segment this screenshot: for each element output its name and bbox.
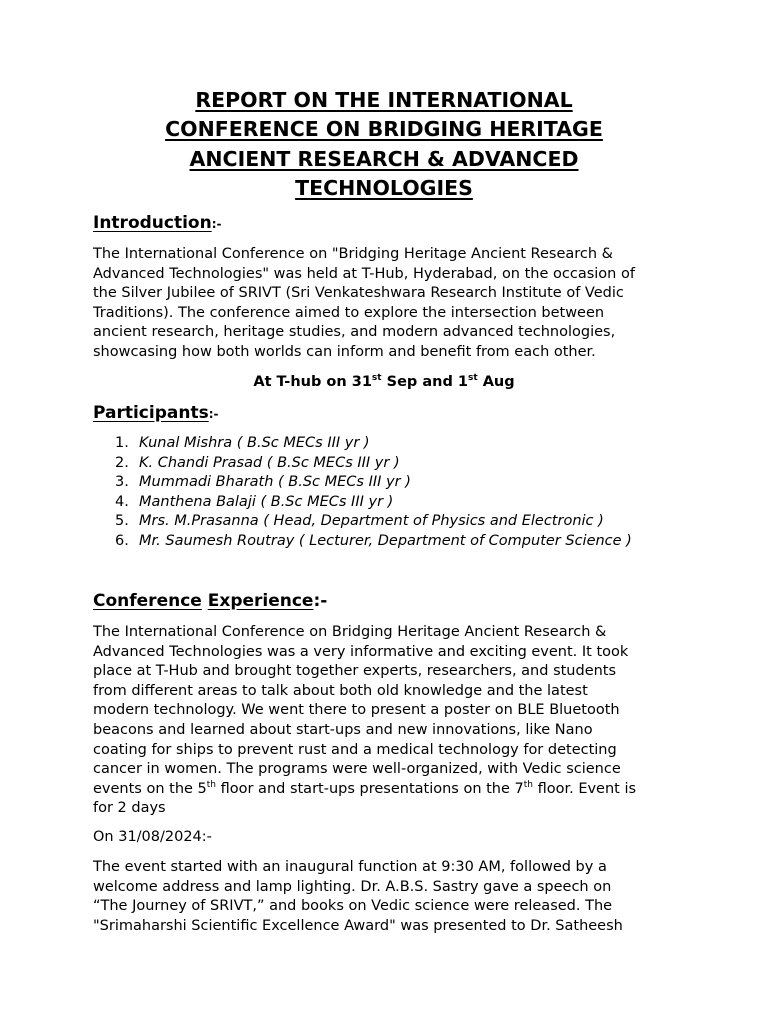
list-number: 4. (115, 493, 129, 510)
date-text: Sep and 1 (381, 374, 468, 390)
title-line: ANCIENT RESEARCH & ADVANCED (189, 146, 579, 171)
floor-ordinal: th (206, 779, 216, 790)
participant-name: Mr. Saumesh Routray ( Lecturer, Department of Computer Science ) (139, 532, 632, 549)
paragraph-line: place at T-Hub and brought together experts, researchers, and students (93, 663, 617, 680)
experience-paragraph (93, 623, 693, 819)
paragraph-line: cancer in women. The programs were well-organized, with Vedic science (93, 761, 621, 778)
list-number: 5. (115, 513, 129, 530)
date-ordinal: st (371, 373, 382, 384)
heading-suffix: :- (208, 407, 219, 421)
participant-name: K. Chandi Prasad ( B.Sc MECs III yr ) (139, 454, 400, 471)
paragraph-line: Advanced Technologies was a very informative and exciting event. It took (93, 643, 629, 660)
paragraph-line: for 2 days (93, 800, 166, 817)
participant-item (93, 434, 632, 454)
introduction-heading (93, 212, 221, 235)
introduction-paragraph (93, 245, 693, 363)
paragraph-line: “The Journey of SRIVT,” and books on Vedic science were released. The (93, 898, 613, 915)
day-label-text: On 31/08/2024:- (93, 829, 212, 845)
participant-item (93, 493, 632, 513)
experience-heading (93, 590, 327, 612)
paragraph-line: beacons and learned about start-ups and new innovations, like Nano (93, 721, 593, 738)
participants-heading-text: Participants (93, 403, 209, 423)
participant-item (93, 454, 632, 474)
heading-suffix: :- (211, 217, 222, 231)
event-paragraph (93, 858, 693, 936)
floor-ordinal: th (523, 779, 533, 790)
conference-date-line (93, 373, 675, 392)
participant-name: Mrs. M.Prasanna ( Head, Department of Physics and Electronic ) (139, 513, 604, 530)
participant-name: Kunal Mishra ( B.Sc MECs III yr ) (139, 435, 370, 451)
title-line: CONFERENCE ON BRIDGING HERITAGE (165, 117, 603, 142)
paragraph-line (93, 780, 693, 800)
paragraph-line: from different areas to talk about both old knowledge and the latest (93, 682, 588, 699)
participant-name: Mummadi Bharath ( B.Sc MECs III yr ) (139, 474, 411, 491)
title-line: TECHNOLOGIES (295, 175, 473, 200)
paragraph-line: "Srimaharshi Scientific Excellence Award" was presented to Dr. Satheesh (93, 917, 623, 934)
experience-heading-word: Experience (207, 591, 314, 611)
introduction-heading-text: Introduction (93, 213, 212, 233)
paragraph-line: The event started with an inaugural function at 9:30 AM, followed by a (93, 859, 607, 875)
experience-heading-word: Conference (93, 591, 202, 611)
paragraph-line: The International Conference on "Bridging Heritage Ancient Research & (93, 246, 613, 262)
paragraph-line: showcasing how both worlds can inform and benefit from each other. (93, 343, 596, 360)
paragraph-line: modern technology. We went there to present a poster on BLE Bluetooth (93, 702, 620, 719)
list-number: 6. (115, 532, 129, 549)
heading-suffix: :- (313, 591, 328, 611)
title-line: REPORT ON THE INTERNATIONAL (195, 88, 573, 112)
line-text: floor. Event is (532, 780, 637, 797)
paragraph-line: Traditions). The conference aimed to explore the intersection between (93, 304, 605, 321)
paragraph-line: the Silver Jubilee of SRIVT (Sri Venkateshwara Research Institute of Vedic (93, 285, 624, 302)
list-number: 3. (115, 474, 129, 491)
day-label (93, 828, 693, 848)
participants-list (93, 434, 632, 552)
participant-item (93, 512, 632, 532)
date-ordinal: st (467, 373, 478, 384)
report-title (93, 86, 675, 203)
list-number: 1. (115, 435, 129, 451)
line-text: floor and start-ups presentations on the 7 (216, 780, 524, 797)
line-text: events on the 5 (93, 780, 207, 797)
paragraph-line: coating for ships to prevent rust and a medical technology for detecting (93, 741, 617, 758)
list-number: 2. (115, 454, 129, 471)
date-text: Aug (477, 374, 515, 390)
participant-name: Manthena Balaji ( B.Sc MECs III yr ) (139, 493, 394, 510)
participant-item (93, 473, 632, 493)
paragraph-line: welcome address and lamp lighting. Dr. A.B.S. Sastry gave a speech on (93, 878, 612, 895)
paragraph-line: ancient research, heritage studies, and modern advanced technologies, (93, 324, 616, 341)
date-text: At T-hub on 31 (253, 374, 372, 390)
paragraph-line: Advanced Technologies" was held at T-Hub, Hyderabad, on the occasion of (93, 265, 635, 282)
participant-item (93, 532, 632, 552)
participants-heading (93, 402, 219, 425)
paragraph-line: The International Conference on Bridging Heritage Ancient Research & (93, 624, 607, 640)
